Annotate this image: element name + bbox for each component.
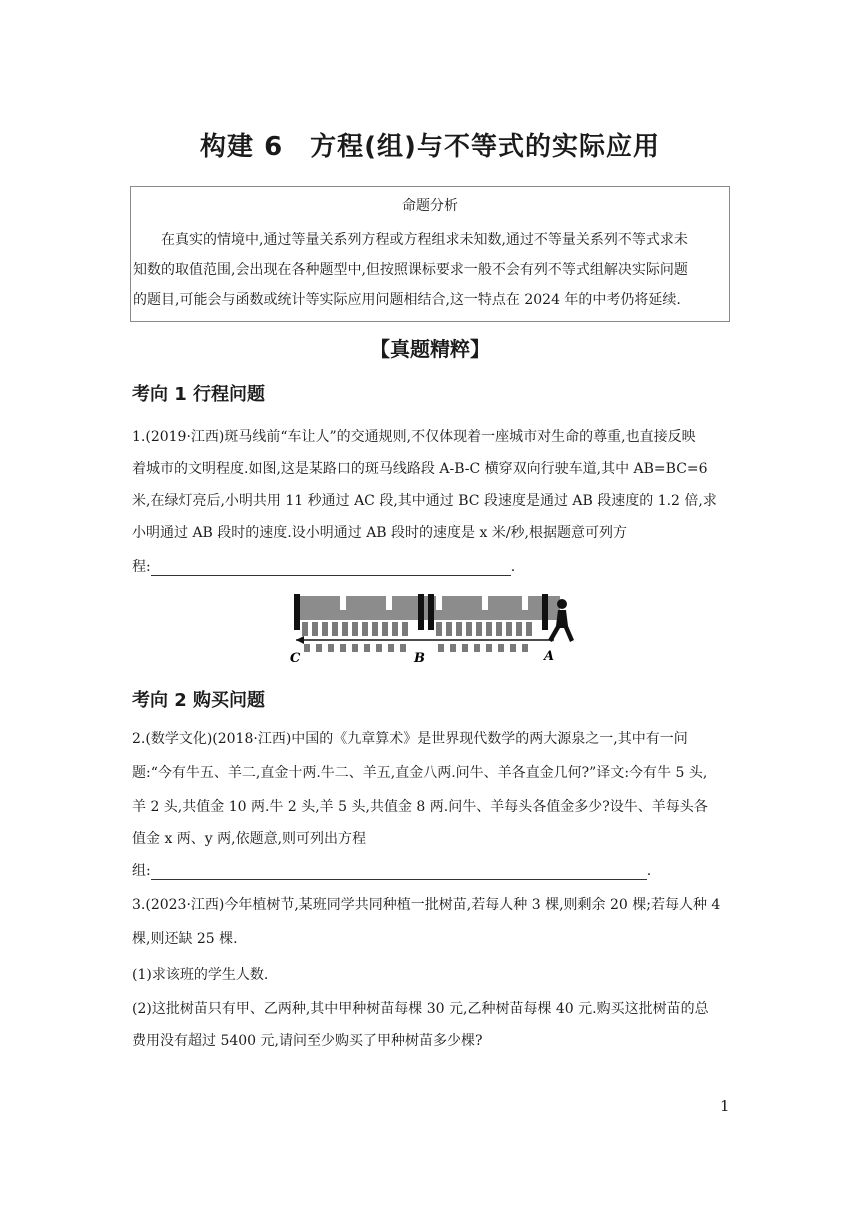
pole-b-right	[428, 594, 434, 630]
crosswalk-figure	[286, 590, 576, 666]
topic-heading-2: 考向 2 购买问题	[132, 690, 266, 711]
q1-answer-suffix: .	[510, 559, 516, 575]
q3-line: 棵,则还缺 25 棵.	[132, 931, 238, 947]
pole-a	[542, 594, 548, 630]
q2-answer-line	[132, 860, 651, 880]
q3-part-2: (2)这批树苗只有甲、乙两种,其中甲种树苗每棵 30 元,乙种树苗每棵 40 元.购买这批树苗的总	[132, 1001, 709, 1017]
lane-gap	[482, 596, 488, 610]
lane-gap	[522, 596, 528, 610]
lane-gap	[436, 596, 442, 610]
label-b: B	[414, 651, 425, 666]
analysis-heading: 命题分析	[402, 198, 458, 214]
label-a: A	[544, 649, 555, 664]
q2-answer-suffix: .	[646, 863, 652, 879]
q2-line: 羊 2 头,共值金 10 两.牛 2 头,羊 5 头,共值金 8 两.问牛、羊每头各值金多少?设牛、羊每头各	[132, 799, 708, 815]
q1-answer-line	[132, 556, 515, 576]
analysis-text	[131, 225, 729, 315]
analysis-box	[130, 186, 730, 322]
q3-part-1: (1)求该班的学生人数.	[132, 967, 269, 983]
arrow-head	[296, 636, 304, 644]
q1-line: 米,在绿灯亮后,小明共用 11 秒通过 AC 段,其中通过 BC 段速度是通过 AB 段速度的 1.2 倍,求	[132, 493, 717, 509]
q1-answer-blank[interactable]	[151, 560, 511, 576]
page-title: 构建 6 方程(组)与不等式的实际应用	[200, 132, 660, 162]
q1-answer-prefix: 程:	[132, 559, 151, 575]
lane-gap	[386, 596, 392, 610]
q2-answer-blank[interactable]	[151, 864, 647, 880]
analysis-line: 的题目,可能会与函数或统计等实际应用问题相结合,这一特点在 2024 年的中考仍将延续.	[133, 292, 681, 308]
q2-answer-prefix: 组:	[132, 863, 151, 879]
section-heading: 【真题精粹】	[370, 337, 490, 361]
analysis-line: 在真实的情境中,通过等量关系列方程或方程组求未知数,通过不等量关系列不等式求未	[161, 232, 688, 248]
q3-line: 3.(2023·江西)今年植树节,某班同学共同种植一批树苗,若每人种 3 棵,则剩余 20 棵;若每人种 4	[132, 897, 721, 913]
pole-c	[294, 594, 300, 630]
lane-gap	[340, 596, 346, 610]
page-number: 1	[720, 1097, 730, 1115]
q1-line: 着城市的文明程度.如图,这是某路口的斑马线路段 A-B-C 横穿双向行驶车道,其中 AB=BC=6	[132, 461, 708, 477]
q2-line: 题:“今有牛五、羊二,直金十两.牛二、羊五,直金八两.问牛、羊各直金几何?”译文:今有牛 5 头,	[132, 765, 708, 781]
label-c: C	[290, 651, 301, 666]
q2-line: 2.(数学文化)(2018·江西)中国的《九章算术》是世界现代数学的两大源泉之一,其中有一问	[132, 731, 688, 747]
q1-line: 小明通过 AB 段时的速度.设小明通过 AB 段时的速度是 x 米/秒,根据题意可列方	[132, 525, 628, 541]
analysis-line: 知数的取值范围,会出现在各种题型中,但按照课标要求一般不会有列不等式组解决实际问题	[133, 262, 688, 278]
q3-line: 费用没有超过 5400 元,请问至少购买了甲种树苗多少棵?	[132, 1033, 483, 1049]
q1-line: 1.(2019·江西)斑马线前“车让人”的交通规则,不仅体现着一座城市对生命的尊重,也直接反映	[132, 429, 696, 445]
topic-heading-1: 考向 1 行程问题	[132, 384, 266, 405]
q2-line: 值金 x 两、y 两,依题意,则可列出方程	[132, 831, 367, 847]
pole-b-left	[418, 594, 424, 630]
